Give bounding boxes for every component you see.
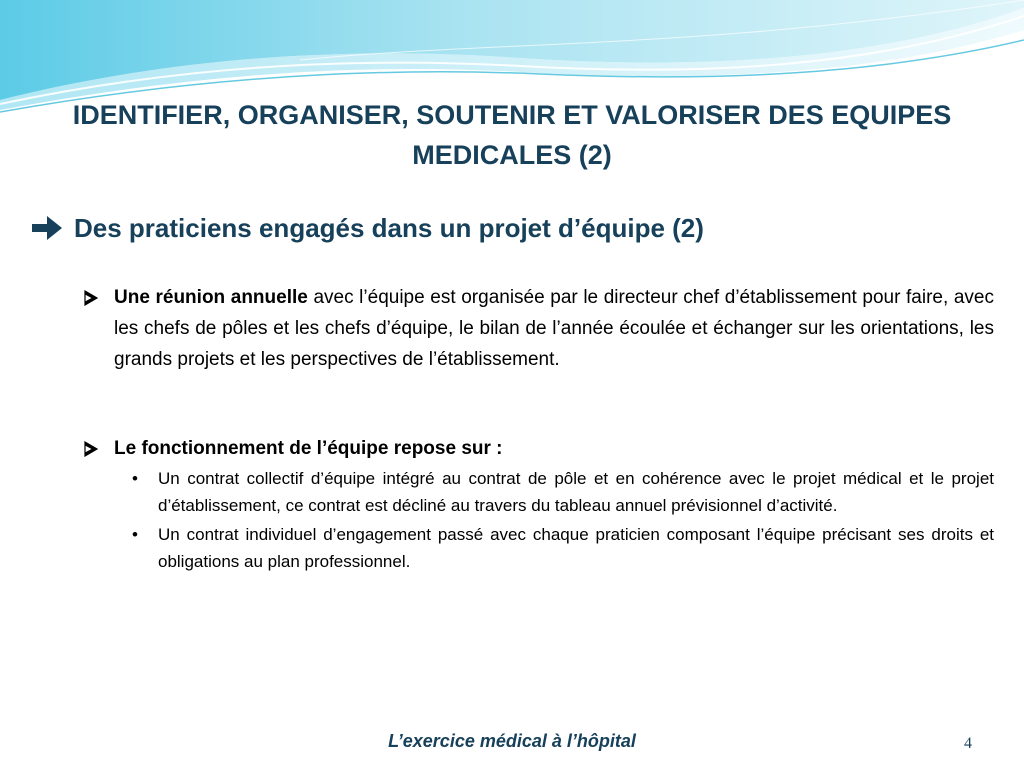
point-1 bbox=[80, 282, 994, 375]
sub-list bbox=[80, 465, 994, 575]
triangle-bullet-icon bbox=[83, 282, 99, 375]
list-item bbox=[80, 436, 994, 462]
point-1-text: avec l’équipe est organisée par le directeur chef d’établissement pour faire, avec les chefs de pôles et les chefs d’équipe, le bilan de l’année écoulée et échanger sur les orientations, les grands projets et les perspectives de l’établissement. bbox=[114, 287, 994, 370]
list-item bbox=[80, 282, 994, 375]
slide-title: IDENTIFIER, ORGANISER, SOUTENIR ET VALORISER DES EQUIPES MEDICALES (2) bbox=[72, 100, 952, 170]
point-2 bbox=[80, 436, 994, 577]
page-number: 4 bbox=[964, 735, 972, 752]
triangle-bullet-icon bbox=[83, 436, 99, 462]
subtitle-text: Des praticiens engagés dans un projet d’équipe (2) bbox=[74, 213, 704, 243]
sub-list-item bbox=[132, 521, 994, 575]
sub-item-text: Un contrat collectif d’équipe intégré au contrat de pôle et en cohérence avec le projet médical et le projet d’établissement, ce contrat est décliné au travers du tableau annuel prévisionnel d’activité. bbox=[158, 469, 994, 515]
point-2-bold: Le fonctionnement de l’équipe repose sur : bbox=[114, 438, 503, 459]
bullet-dot: • bbox=[132, 469, 138, 488]
point-1-bold: Une réunion annuelle bbox=[114, 287, 308, 308]
right-arrow-icon bbox=[30, 214, 64, 242]
bullet-dot: • bbox=[132, 525, 138, 544]
sub-list-item bbox=[132, 465, 994, 519]
sub-item-text: Un contrat individuel d’engagement passé avec chaque praticien composant l’équipe précisant ses droits et obligations au plan professionnel. bbox=[158, 525, 994, 571]
slide-footer: L’exercice médical à l’hôpital bbox=[388, 731, 636, 751]
slide-subtitle bbox=[30, 208, 990, 248]
